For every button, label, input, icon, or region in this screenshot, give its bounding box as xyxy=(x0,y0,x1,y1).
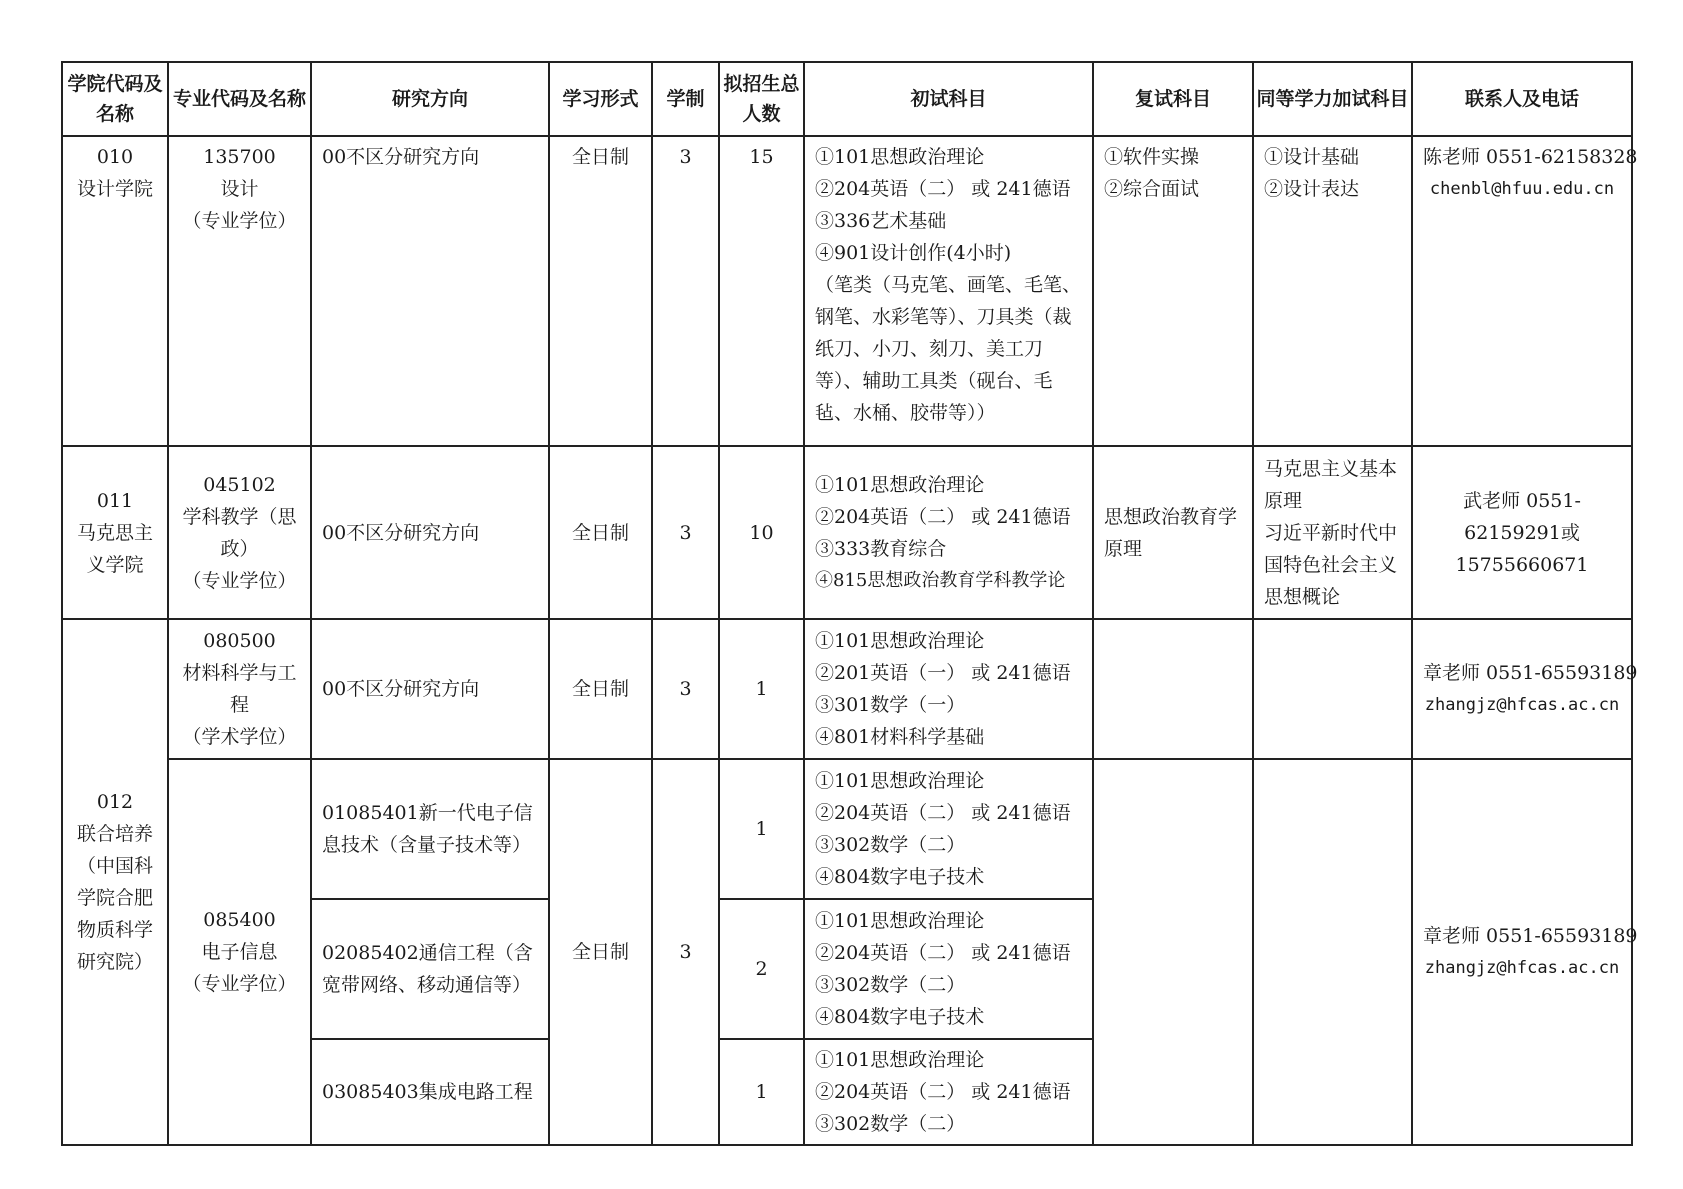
header-exam-subjects: 初试科目 xyxy=(804,62,1093,136)
major-name: 学科教学（思政） xyxy=(182,505,297,560)
college-code: 012 xyxy=(96,791,134,813)
direction-cell: 01085401新一代电子信息技术（含量子技术等） xyxy=(311,759,549,899)
equivalent-item: ②设计表达 xyxy=(1264,178,1360,200)
duration-cell: 3 xyxy=(652,619,719,759)
major-type: （专业学位） xyxy=(182,569,297,592)
exam-item: ①101思想政治理论 xyxy=(815,1049,985,1071)
college-name: 设计学院 xyxy=(76,178,153,200)
exam-item: ①101思想政治理论 xyxy=(815,770,985,792)
duration-cell: 3 xyxy=(652,446,719,619)
exam-item: ②204英语（二） 或 241德语 xyxy=(815,505,1071,528)
form-cell: 全日制 xyxy=(549,619,652,759)
exam-cell xyxy=(804,759,1093,899)
header-study-form: 学习形式 xyxy=(549,62,652,136)
contact-email: zhangjz@hfcas.ac.cn xyxy=(1424,958,1620,978)
duration-cell: 3 xyxy=(652,759,719,1145)
contact-cell xyxy=(1412,136,1638,446)
contact-email: chenbl@hfuu.edu.cn xyxy=(1429,179,1615,199)
exam-item: ①101思想政治理论 xyxy=(815,910,985,932)
count-cell: 1 xyxy=(719,619,804,759)
direction-cell: 02085402通信工程（含宽带网络、移动通信等） xyxy=(311,899,549,1039)
count-cell: 1 xyxy=(719,759,804,899)
exam-item: ④815思想政治教育学科教学论 xyxy=(815,569,1066,591)
header-enrollment: 拟招生总人数 xyxy=(719,62,804,136)
contact-name-phone: 陈老师 0551-62158328 xyxy=(1423,146,1638,168)
header-college: 学院代码及名称 xyxy=(62,62,168,136)
equivalent-item: 习近平新时代中国特色社会主义思想概论 xyxy=(1264,521,1398,608)
duration-cell: 3 xyxy=(652,136,719,446)
exam-item: ③301数学（一） xyxy=(815,694,966,716)
exam-item: ②204英语（二） 或 241德语 xyxy=(815,178,1071,200)
college-cell xyxy=(62,136,168,446)
retest-cell-empty xyxy=(1093,619,1253,759)
retest-cell xyxy=(1093,136,1253,446)
college-code: 011 xyxy=(96,489,134,512)
equivalent-cell xyxy=(1253,136,1412,446)
exam-item: ②204英语（二） 或 241德语 xyxy=(815,942,1071,964)
exam-cell xyxy=(804,446,1093,619)
major-name: 设计 xyxy=(220,178,259,200)
major-cell xyxy=(168,136,311,446)
contact-name-phone: 章老师 0551-65593189 xyxy=(1423,662,1638,684)
form-cell: 全日制 xyxy=(549,446,652,619)
college-code: 010 xyxy=(96,146,134,168)
form-cell: 全日制 xyxy=(549,759,652,1145)
equivalent-cell-empty xyxy=(1253,759,1412,1145)
exam-item: ④801材料科学基础 xyxy=(815,726,985,748)
direction-cell: 03085403集成电路工程 xyxy=(311,1039,549,1145)
contact-name-phone: 章老师 0551-65593189 xyxy=(1423,925,1638,947)
count-cell: 2 xyxy=(719,899,804,1039)
equivalent-cell-empty xyxy=(1253,619,1412,759)
header-major: 专业代码及名称 xyxy=(168,62,311,136)
major-code: 135700 xyxy=(203,146,276,168)
major-cell xyxy=(168,619,311,759)
major-cell xyxy=(168,759,311,1145)
header-direction: 研究方向 xyxy=(311,62,549,136)
direction-cell: 00不区分研究方向 xyxy=(311,619,549,759)
exam-item: ③333教育综合 xyxy=(815,537,947,560)
college-name: 马克思主义学院 xyxy=(76,521,153,576)
retest-item: ①软件实操 xyxy=(1104,146,1200,168)
exam-item: ③302数学（二） xyxy=(815,1113,966,1135)
exam-cell xyxy=(804,136,1093,446)
college-name: 联合培养（中国科学院合肥物质科学研究院） xyxy=(76,823,153,973)
exam-item: ④804数字电子技术 xyxy=(815,866,985,888)
header-row xyxy=(62,62,1632,136)
retest-cell-empty xyxy=(1093,759,1253,1145)
table-row xyxy=(62,446,1632,619)
major-cell xyxy=(168,446,311,619)
major-code: 045102 xyxy=(203,473,276,496)
exam-item: ③302数学（二） xyxy=(815,974,966,996)
count-cell: 1 xyxy=(719,1039,804,1145)
exam-item: ①101思想政治理论 xyxy=(815,473,985,496)
exam-item: ①101思想政治理论 xyxy=(815,146,985,168)
major-type: （专业学位） xyxy=(182,973,297,995)
major-name: 材料科学与工程 xyxy=(182,662,297,716)
admissions-table xyxy=(61,61,1638,1146)
contact-cell xyxy=(1412,759,1638,1145)
college-cell xyxy=(62,619,168,1145)
count-cell: 10 xyxy=(719,446,804,619)
exam-item: ①101思想政治理论 xyxy=(815,630,985,652)
form-cell: 全日制 xyxy=(549,136,652,446)
header-duration: 学制 xyxy=(652,62,719,136)
exam-item: ②204英语（二） 或 241德语 xyxy=(815,1081,1071,1103)
header-contact: 联系人及电话 xyxy=(1412,62,1632,136)
major-type: （专业学位） xyxy=(182,210,297,232)
exam-cell xyxy=(804,1039,1093,1145)
exam-item: ③302数学（二） xyxy=(815,834,966,856)
contact-email: zhangjz@hfcas.ac.cn xyxy=(1424,695,1620,715)
major-code: 085400 xyxy=(203,909,276,931)
exam-item: ③336艺术基础 xyxy=(815,210,947,232)
count-cell: 15 xyxy=(719,136,804,446)
exam-item: ④804数字电子技术 xyxy=(815,1006,985,1028)
college-cell xyxy=(62,446,168,619)
exam-item: ②204英语（二） 或 241德语 xyxy=(815,802,1071,824)
header-equivalent: 同等学力加试科目 xyxy=(1253,62,1412,136)
table-row xyxy=(62,136,1632,446)
exam-tools-note: （笔类（马克笔、画笔、毛笔、钢笔、水彩笔等）、刀具类（裁纸刀、小刀、刻刀、美工刀等）、辅助工具类（砚台、毛毡、水桶、胶带等）） xyxy=(815,274,1082,424)
header-retest: 复试科目 xyxy=(1093,62,1253,136)
equivalent-cell xyxy=(1253,446,1412,619)
direction-cell: 00不区分研究方向 xyxy=(311,136,549,446)
retest-item: ②综合面试 xyxy=(1104,178,1200,200)
major-type: （学术学位） xyxy=(182,726,297,748)
equivalent-item: 马克思主义基本原理 xyxy=(1264,457,1398,512)
exam-item: ②201英语（一） 或 241德语 xyxy=(815,662,1071,684)
table-row xyxy=(62,759,1632,899)
equivalent-item: ①设计基础 xyxy=(1264,146,1360,168)
contact-cell: 武老师 0551-62159291或15755660671 xyxy=(1412,446,1632,619)
contact-cell xyxy=(1412,619,1638,759)
exam-item: ④901设计创作(4小时) xyxy=(815,242,1012,264)
table-row xyxy=(62,619,1632,759)
retest-cell: 思想政治教育学原理 xyxy=(1093,446,1253,619)
exam-cell xyxy=(804,899,1093,1039)
direction-cell: 00不区分研究方向 xyxy=(311,446,549,619)
major-name: 电子信息 xyxy=(201,941,278,963)
major-code: 080500 xyxy=(203,630,276,652)
exam-cell xyxy=(804,619,1093,759)
